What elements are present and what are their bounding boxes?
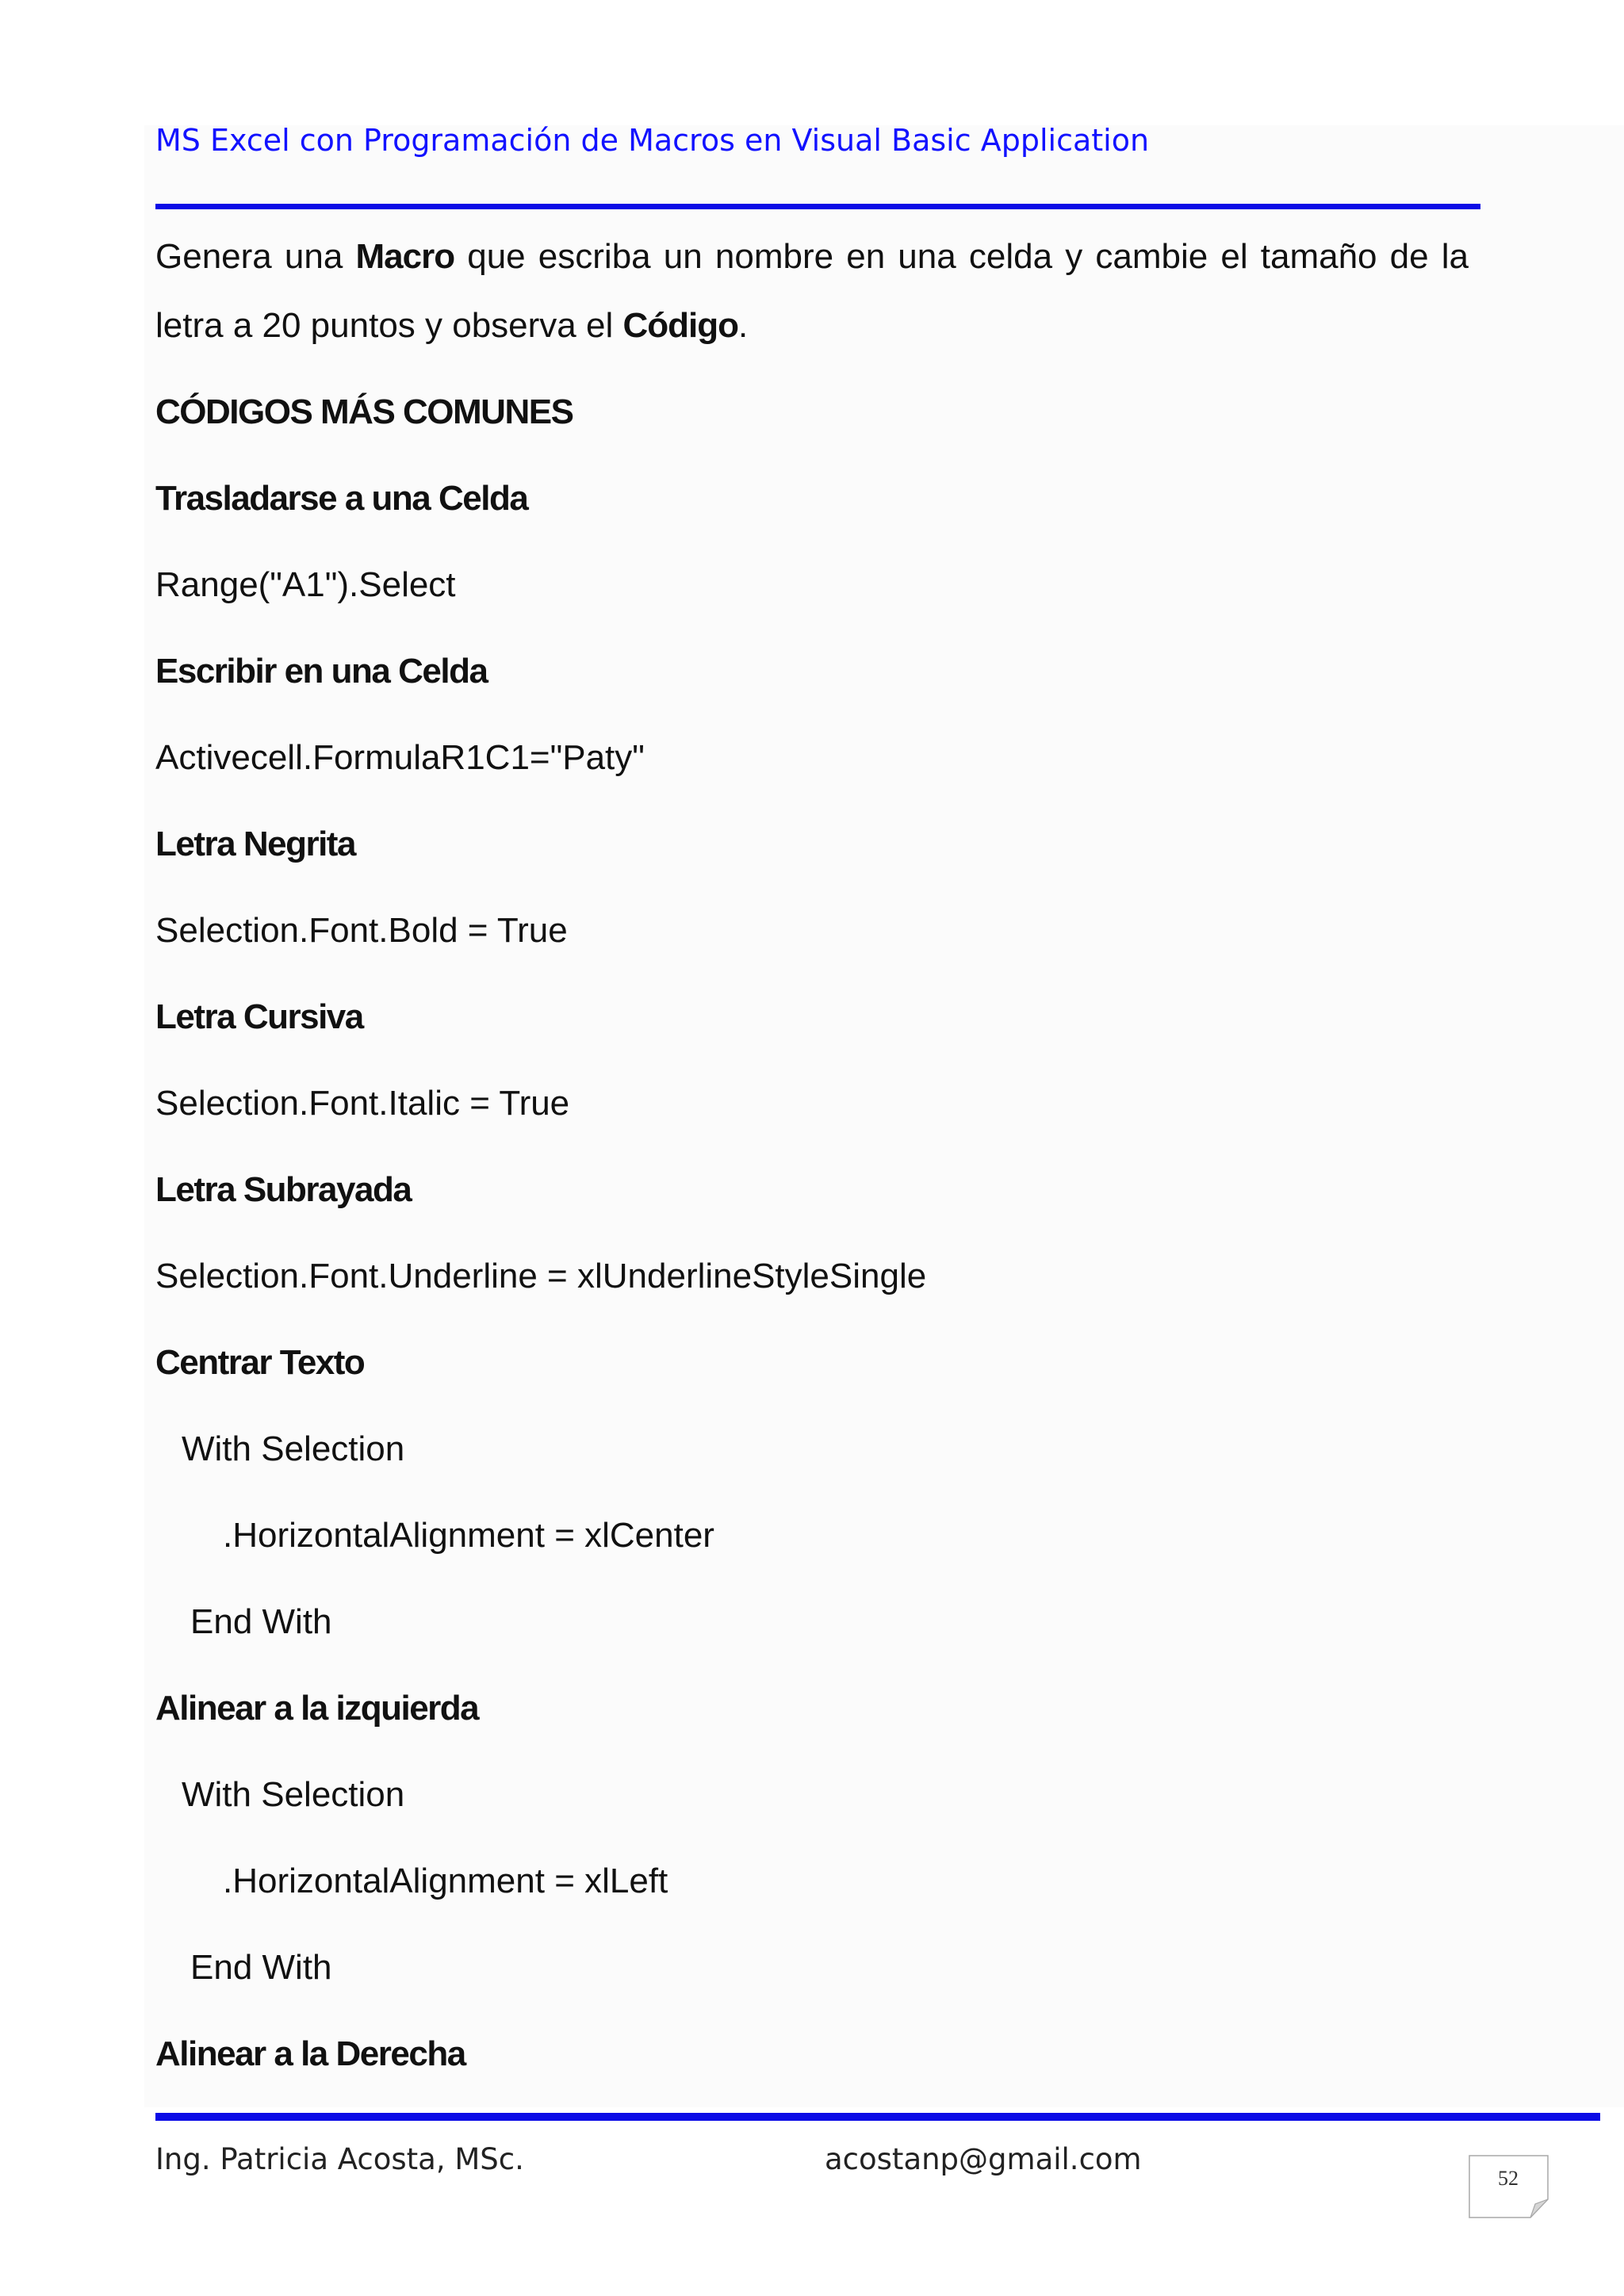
section-heading: Alinear a la izquierda (155, 1688, 479, 1728)
section-heading: Centrar Texto (155, 1342, 365, 1382)
section-heading: Escribir en una Celda (155, 651, 488, 691)
intro-paragraph (155, 222, 1469, 360)
section-heading: Trasladarse a una Celda (155, 478, 528, 518)
code-line: .HorizontalAlignment = xlLeft (223, 1861, 668, 1900)
code-line: End With (190, 1601, 332, 1641)
code-line: With Selection (182, 1774, 405, 1814)
header-rule (155, 204, 1480, 209)
intro-text: . (737, 305, 749, 345)
intro-text: letra a 20 puntos y observa el (155, 305, 623, 345)
code-line: Activecell.FormulaR1C1="Paty" (155, 737, 645, 777)
code-line: .HorizontalAlignment = xlCenter (223, 1515, 714, 1555)
page-curl-icon (1469, 2155, 1549, 2218)
section-heading: Letra Subrayada (155, 1169, 412, 1209)
code-line: Selection.Font.Italic = True (155, 1083, 570, 1123)
footer-rule (155, 2113, 1600, 2121)
codes-list (155, 369, 1503, 2097)
intro-line-2 (155, 291, 1469, 360)
intro-bold-codigo: Código (622, 305, 738, 345)
intro-text: Genera una (155, 236, 356, 276)
section-heading: Letra Negrita (155, 824, 355, 863)
intro-bold-macro: Macro (355, 236, 455, 276)
footer-email: acostanp@gmail.com (825, 2142, 1142, 2176)
section-heading: Letra Cursiva (155, 997, 363, 1036)
page-number: 52 (1498, 2167, 1519, 2190)
code-line: With Selection (182, 1429, 405, 1468)
code-line: End With (190, 1947, 332, 1987)
intro-text: que escriba un nombre en una celda y cambie el tamaño de la (454, 236, 1469, 276)
section-title: CÓDIGOS MÁS COMUNES (155, 392, 573, 431)
section-heading: Alinear a la Derecha (155, 2034, 465, 2073)
page-number-box (1469, 2155, 1549, 2218)
code-line: Range("A1").Select (155, 564, 456, 604)
code-line: Selection.Font.Bold = True (155, 910, 568, 950)
footer-author: Ing. Patricia Acosta, MSc. (155, 2142, 524, 2176)
document-header-title: MS Excel con Programación de Macros en Visual Basic Application (155, 123, 1150, 158)
code-line: Selection.Font.Underline = xlUnderlineStyleSingle (155, 1256, 927, 1295)
intro-line-1 (155, 222, 1469, 291)
